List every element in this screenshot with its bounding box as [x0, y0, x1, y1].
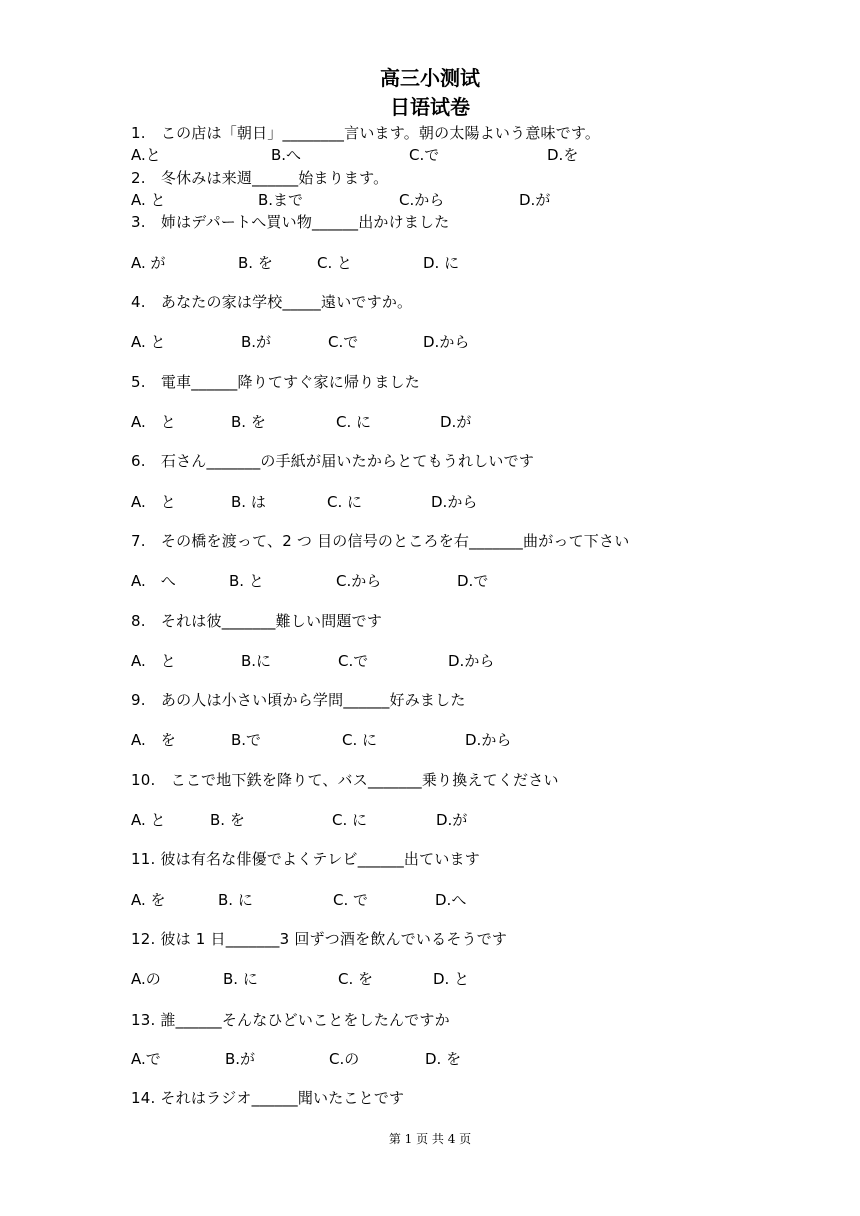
question-7-text: 7. その橋を渡って、2 つ 目の信号のところを右_______曲がって下さい — [131, 532, 630, 550]
question-9-option-d: D.から — [465, 731, 512, 749]
question-1-text: 1. この店は「朝日」________言います。朝の太陽よいう意味です。 — [131, 124, 601, 142]
question-6-option-a: A. と — [131, 493, 176, 511]
question-3-option-a: A. が — [131, 254, 166, 272]
question-11-option-a: A. を — [131, 891, 166, 909]
question-13-option-d: D. を — [425, 1050, 462, 1068]
question-12-text: 12. 彼は 1 日_______3 回ずつ酒を飲んでいるそうです — [131, 930, 508, 948]
question-10-option-a: A. と — [131, 811, 166, 829]
question-14-text: 14. それはラジオ______聞いたことです — [131, 1089, 405, 1107]
question-7-option-a: A. へ — [131, 572, 176, 590]
question-7-option-c: C.から — [336, 572, 382, 590]
question-8-option-b: B.に — [241, 652, 272, 670]
question-5-option-d: D.が — [440, 413, 472, 431]
question-1-option-a: A.と — [131, 146, 161, 164]
question-3-option-b: B. を — [238, 254, 273, 272]
question-4-option-b: B.が — [241, 333, 272, 351]
question-5-option-b: B. を — [231, 413, 266, 431]
question-9-option-b: B.で — [231, 731, 262, 749]
question-2-option-c: C.から — [399, 191, 445, 209]
question-1-option-d: D.を — [547, 146, 579, 164]
question-2-option-d: D.が — [519, 191, 551, 209]
question-9-option-a: A. を — [131, 731, 176, 749]
question-7-option-d: D.で — [457, 572, 489, 590]
question-3-option-d: D. に — [423, 254, 460, 272]
question-6-option-b: B. は — [231, 493, 266, 511]
question-6-option-d: D.から — [431, 493, 478, 511]
question-5-option-c: C. に — [336, 413, 372, 431]
question-10-option-b: B. を — [210, 811, 245, 829]
question-11-option-d: D.へ — [435, 891, 467, 909]
question-11-option-b: B. に — [218, 891, 253, 909]
question-13-option-a: A.で — [131, 1050, 161, 1068]
question-4-option-d: D.から — [423, 333, 470, 351]
exam-subtitle: 日语试卷 — [390, 95, 470, 119]
question-4-option-a: A. と — [131, 333, 166, 351]
question-5-option-a: A. と — [131, 413, 176, 431]
question-12-option-a: A.の — [131, 970, 161, 988]
question-1-option-b: B.へ — [271, 146, 302, 164]
question-13-text: 13. 誰______そんなひどいことをしたんですか — [131, 1011, 450, 1029]
question-5-text: 5. 電車______降りてすぐ家に帰りました — [131, 373, 420, 391]
question-2-option-b: B.まで — [258, 191, 304, 209]
question-12-option-b: B. に — [223, 970, 258, 988]
question-13-option-b: B.が — [225, 1050, 256, 1068]
question-1-option-c: C.で — [409, 146, 440, 164]
question-11-text: 11. 彼は有名な俳優でよくテレビ______出ています — [131, 850, 480, 868]
question-12-option-d: D. と — [433, 970, 470, 988]
question-10-option-d: D.が — [436, 811, 468, 829]
question-2-option-a: A. と — [131, 191, 166, 209]
exam-title: 高三小测试 — [380, 66, 480, 90]
question-9-option-c: C. に — [342, 731, 378, 749]
question-2-text: 2. 冬休みは来週______始まります。 — [131, 169, 389, 187]
question-10-text: 10. ここで地下鉄を降りて、バス_______乗り換えてください — [131, 771, 559, 789]
question-3-text: 3. 姉はデパートへ買い物______出かけました — [131, 213, 450, 231]
page-footer: 第 1 页 共 4 页 — [388, 1132, 472, 1146]
question-3-option-c: C. と — [317, 254, 353, 272]
question-11-option-c: C. で — [333, 891, 369, 909]
question-8-option-a: A. と — [131, 652, 176, 670]
question-9-text: 9. あの人は小さい頃から学問______好みました — [131, 691, 466, 709]
question-13-option-c: C.の — [329, 1050, 360, 1068]
question-8-option-c: C.で — [338, 652, 369, 670]
question-10-option-c: C. に — [332, 811, 368, 829]
question-6-option-c: C. に — [327, 493, 363, 511]
question-8-text: 8. それは彼_______難しい問題です — [131, 612, 383, 630]
question-12-option-c: C. を — [338, 970, 374, 988]
question-4-text: 4. あなたの家は学校_____遠いですか。 — [131, 293, 413, 311]
question-6-text: 6. 石さん_______の手紙が届いたからとてもうれしいです — [131, 452, 535, 470]
question-7-option-b: B. と — [229, 572, 264, 590]
question-4-option-c: C.で — [328, 333, 359, 351]
question-8-option-d: D.から — [448, 652, 495, 670]
